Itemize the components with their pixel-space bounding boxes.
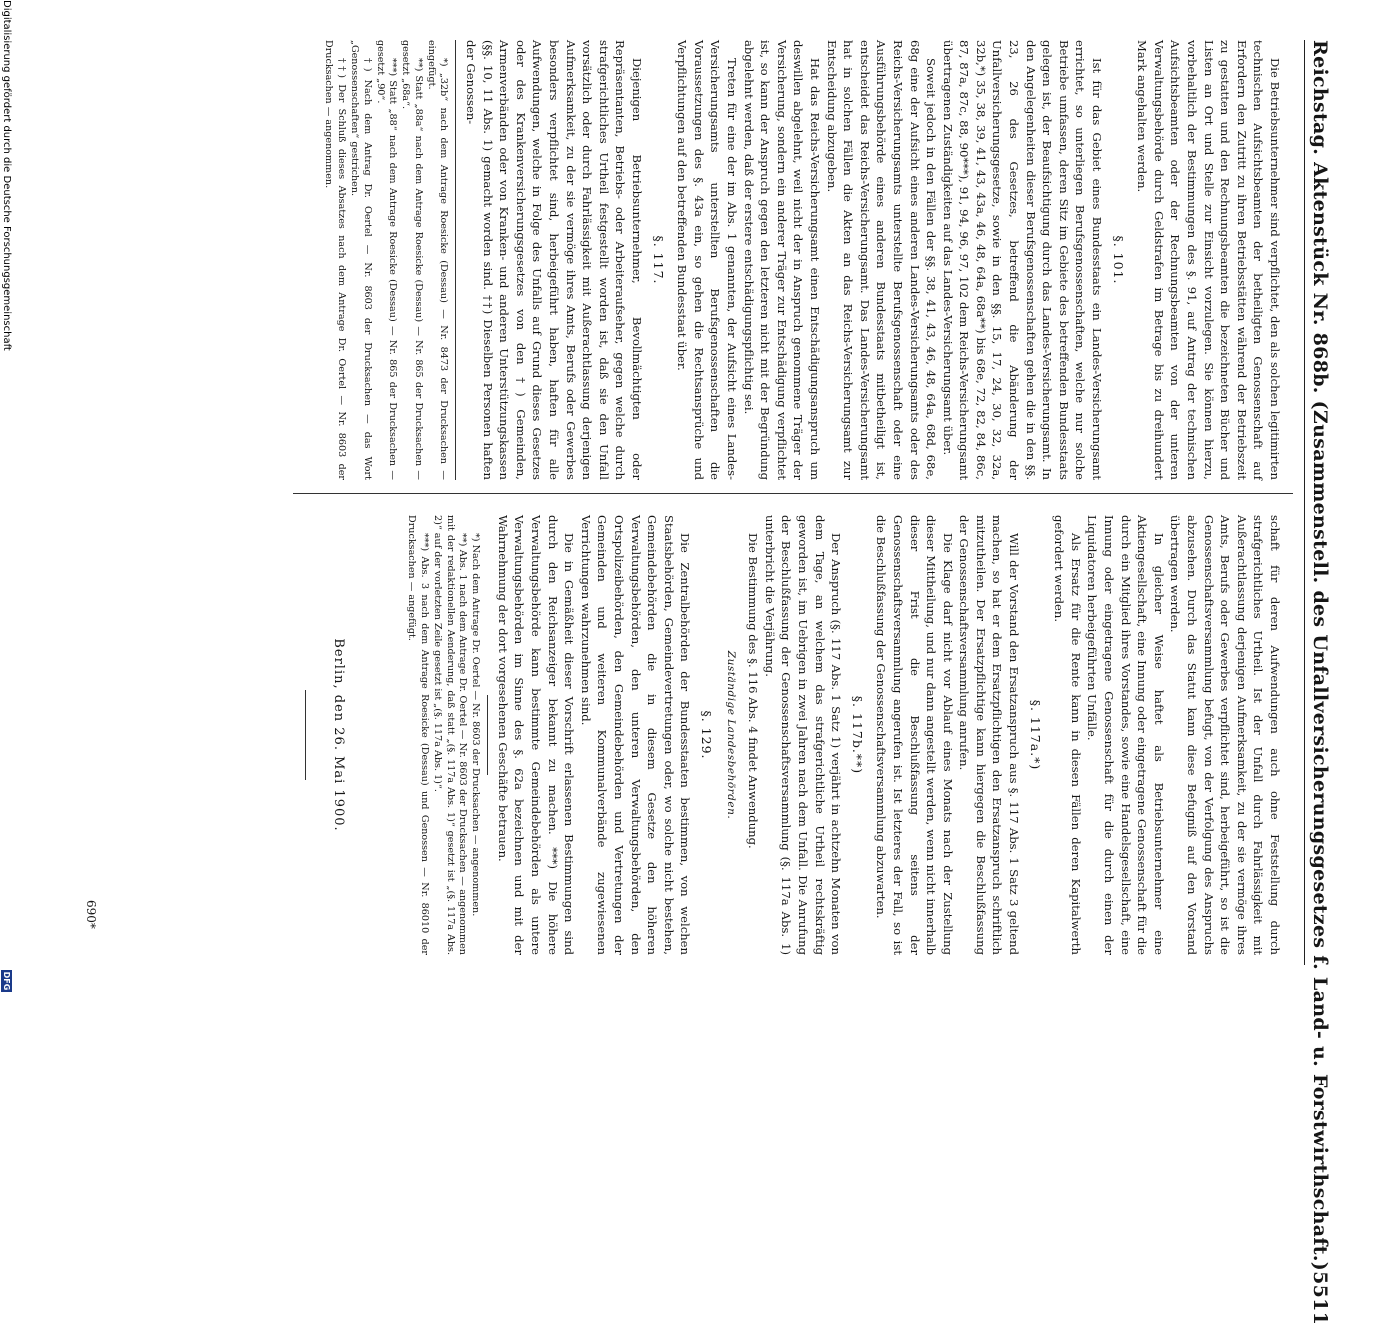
- footnote-divider: [487, 695, 488, 775]
- left-column: [322, 40, 1283, 480]
- digitization-note: Digitalisierung gefördert durch die Deutsche Forschungsgemeinschaft: [1, 0, 13, 351]
- digitization-strip: [1, 0, 13, 1000]
- header-page-number: 5511: [1309, 1271, 1331, 1325]
- closing-rule: [305, 690, 306, 780]
- paragraph: Will der Vorstand den Ersatzanspruch aus §. 117 Abs. 1 Satz 3 geltend machen, so hat er dem Ersatzpflichtigen den Ersatzanspruch schriftlich mitzutheilen. Der Ersatzpflichtige kann hiergegen die Beschlußfassung der Genossenschaftsversammlung anrufen.: [957, 515, 1022, 955]
- footnote: *) „32b“ nach dem Antrage Roesicke (Dessau) — Nr. 8473 der Drucksachen — eingefügt.: [425, 40, 450, 480]
- section-heading-117a: §. 117a.*): [1027, 699, 1043, 771]
- page-footer-number: 690*: [84, 900, 98, 929]
- paragraph: Hat das Reichs-Versicherungsamt einen Entschädigungsanspruch um deswillen abgelehnt, weil nicht der in Anspruch genommene Träger der Versicherung, sondern ein anderer Träger zur Entschädigung verpflichtet ist, so kann der Anspruch gegen den letzteren nicht mit der Begründung abgelehnt werden, daß der erstere entschädigungspflichtig sei.: [741, 40, 822, 480]
- page-header: [1304, 40, 1331, 1325]
- paragraph: Die Zentralbehörden der Bundesstaaten bestimmen, von welchen Staatsbehörden, Gemeindevertretungen oder, wo solche nicht bestehen, Gemeindebehörden die in diesem Gesetze den höheren Verwaltungsbehörden, den unteren Verwaltungsbehörden, den Ortspolizeibehörden, den Gemeindebehörden und Vertretungen der Gemeinden und weiteren Kommunalverbände zugewiesenen Verrichtungen wahrzunehmen sind.: [578, 515, 693, 955]
- paragraph: Die Klage darf nicht vor Ablauf eines Monats nach der Zustellung dieser Mittheilung, und nur dann angestellt werden, wenn nicht innerhalb dieser Frist die Beschlußfassung seitens der Genossenschaftsversammlung angerufen ist. Ist letzteres der Fall, so ist die Beschlußfassung der Genossenschaftsversammlung abzuwarten.: [874, 515, 955, 955]
- footnote: **) Statt „88a“ nach dem Antrage Roesicke (Dessau) — Nr. 865 der Drucksachen — gesetzt „68a“.: [400, 40, 424, 480]
- section-heading-117: §. 117.: [650, 235, 666, 285]
- section-heading-101: §. 101.: [1110, 235, 1126, 285]
- paragraph: schaft für deren Aufwendungen auch ohne Feststellung durch strafgerichtliches Urtheil. Ist der Unfall durch Fahrlässigkeit mit Außerachtlassung derjenigen Aufmerksamkeit, zu der sie vermöge ihres Amts, Berufs oder Gewerbes verpflichtet sind, herbeigeführt, so ist die Genossenschaftsversammlung befugt, von der Verfolgung des Anspruchs abzusehen. Durch das Statut kann diese Befugniß auf den Vorstand übertragen werden.: [1168, 515, 1282, 955]
- paragraph: Soweit jedoch in den Fällen der §§. 38, 41, 43, 46, 48, 64a, 68d, 68e, 68g eine der Aufsicht eines anderen Landes-Versicherungsamts oder des Reichs-Versicherungsamts unterstellte Berufsgenossenschaft oder eine Ausführungsbehörde eines anderen Bundesstaats mitbetheiligt ist, entscheidet das Reichs-Versicherungsamt. Das Landes-Versicherungsamt hat in solchen Fällen die Akten an das Reichs-Versicherungsamt zur Entscheidung abzugeben.: [824, 40, 939, 480]
- paragraph: Der Anspruch (§. 117 Abs. 1 Satz 1) verjährt in achtzehn Monaten von dem Tage, an welchem das strafgerichtliche Urtheil rechtskräftig geworden ist, im Uebrigen in zwei Jahren nach dem Unfall. Die Anrufung der Beschlußfassung der Genossenschaftsversammlung (§. 117a Abs. 1) unterbricht die Verjährung.: [762, 515, 844, 955]
- column-divider: [293, 493, 1293, 494]
- paragraph: Die Bestimmung des §. 116 Abs. 4 findet Anwendung.: [746, 533, 761, 849]
- paragraph: Ist für das Gebiet eines Bundesstaats ein Landes-Versicherungsamt errichtet, so unterliegen Berufsgenossenschaften, welche nur solche Betriebe umfassen, deren Sitz im Gebiete des betreffenden Bundesstaats gelegen ist, der Beaufsichtigung durch das Landes-Versicherungsamt. In den Angelegenheiten dieser Berufsgenossenschaften gehen die in den §§. 23, 26 des Gesetzes, betreffend die Abänderung der Unfallversicherungsgesetze, sowie in den §§. 15, 17, 24, 30, 32, 32a, 32b,*) 35, 38, 39, 41, 43, 43a, 46, 48, 64a, 68a**) bis 68e, 72, 82, 84, 86c, 87, 87a, 87c, 88, 90***), 91, 94, 96, 97, 102 dem Reichs-Versicherungsamt übertragenen Zuständigkeiten auf das Landes-Versicherungsamt über.: [940, 40, 1105, 480]
- section-heading-117b: §. 117b.**): [849, 695, 865, 775]
- footnote: **) Abs. 1 nach dem Antrage Dr. Oertel — Nr. 8603 der Drucksachen — angenommen mit der redaktionellen Aenderung, daß statt „(§. 117a Abs. 1)“ gesetzt ist „(§. 117a Abs. 2)“ auf der vorletzten Zeile gesetzt ist „(§. 117a Abs. 1)“.: [431, 515, 469, 955]
- date-signature: Berlin, den 26. Mai 1900.: [331, 638, 347, 832]
- paragraph: Treten für eine der im Abs. 1 genannten, der Aufsicht eines Landes-Versicherungsamts unterstellten Berufsgenossenschaften die Voraussetzungen des §. 43a ein, so gehen die Rechtsansprüche und Verpflichtungen auf den betreffenden Bundesstaat über.: [675, 40, 739, 480]
- right-column: [305, 515, 1283, 955]
- subheading-landesbehoerden: Zuständige Landesbehörden.: [724, 650, 737, 820]
- footnote: †) Nach dem Antrag Dr. Oertel — Nr. 8603 der Drucksachen — das Wort „Genossenschaften“ gestrichen.: [348, 40, 373, 480]
- paragraph: Als Ersatz für die Rente kann in diesen Fällen deren Kapitalwerth gefordert werden.: [1052, 515, 1083, 955]
- paragraph: Diejenigen Betriebsunternehmer, Bevollmächtigten oder Repräsentanten, Betriebs- oder Arbeiteraufseher, gegen welche durch strafgerichtliches Urtheil festgestellt worden ist, daß sie den Unfall vorsätzlich oder durch Fahrlässigkeit mit Außerachtlassung derjenigen Aufmerksamkeit, zu der sie vermöge ihres Amts, Berufs oder Gewerbes besonders verpflichtet sind, herbeigeführt haben, haften für alle Aufwendungen, welche in Folge des Unfalls auf Grund dieses Gesetzes oder des Krankenversicherungsgesetzes von den †) Gemeinden, Armenverbänden oder von Kranken- und anderen Unterstützungskassen (§§. 10, 11 Abs. 1) gemacht worden sind. ††) Dieselben Personen haften der Genossen-: [464, 40, 645, 480]
- paragraph: Die Betriebsunternehmer sind verpflichtet, den als solchen legitimirten technischen Aufsichtsbeamten der betheiligten Genossenschaft auf Erfordern den Zutritt zu ihren Betriebsstätten während der Betriebszeit zu gestatten und den Rechnungsbeamten die bezeichneten Bücher und Listen an Ort und Stelle zur Einsicht vorzulegen. Sie können hierzu, vorbehaltlich der Bestimmungen des §. 91, auf Antrag der technischen Aufsichtsbeamten oder der Rechnungsbeamten von der unteren Verwaltungsbehörde durch Geldstrafen im Betrage bis zu dreihundert Mark angehalten werden.: [1135, 40, 1282, 480]
- footnote: ***) Statt „88“ nach dem Antrage Roesicke (Dessau) — Nr. 865 der Drucksachen — gesetzt „90“.: [374, 40, 399, 480]
- section-heading-129: §. 129.: [699, 710, 714, 760]
- footnote-divider: [456, 40, 457, 480]
- footnote: ***) Abs. 3 nach dem Antrage Roesicke (Dessau) und Genossen — Nr. 86010 der Drucksachen — angefügt.: [406, 515, 431, 955]
- footnote: ††) Der Schluß dieses Absatzes nach dem Antrage Dr. Oertel — Nr. 8603 der Drucksachen — angenommen.: [323, 40, 348, 480]
- dfg-logo: DFG: [2, 971, 12, 991]
- header-title: Reichstag. Aktenstück Nr. 868b. (Zusammenstell. des Unfallversicherungsgesetzes f. Land- u. Forstwirthschaft.): [1309, 40, 1331, 1272]
- footnote: *) Nach dem Antrage Dr. Oertel — Nr. 8603 der Drucksachen — angenommen.: [470, 533, 482, 917]
- paragraph: In gleicher Weise haftet als Betriebsunternehmer eine Aktiengesellschaft, eine Innung oder eingetragene Genossenschaft für die durch ein Mitglied ihres Vorstandes, sowie eine Handelsgesellschaft, eine Innung oder eingetragene Genossenschaft für die durch einen der Liquidatoren herbeigeführten Unfälle.: [1085, 515, 1166, 955]
- paragraph: Die in Gemäßheit dieser Vorschrift erlassenen Bestimmungen sind durch den Reichsanzeiger bekannt zu machen. ***) Die höhere Verwaltungsbehörde kann bestimmte Gemeindebehörden als untere Verwaltungsbehörden im Sinne des §. 62a bezeichnen und mit der Wahrnehmung der dort vorgesehenen Geschäfte betrauen.: [495, 515, 577, 955]
